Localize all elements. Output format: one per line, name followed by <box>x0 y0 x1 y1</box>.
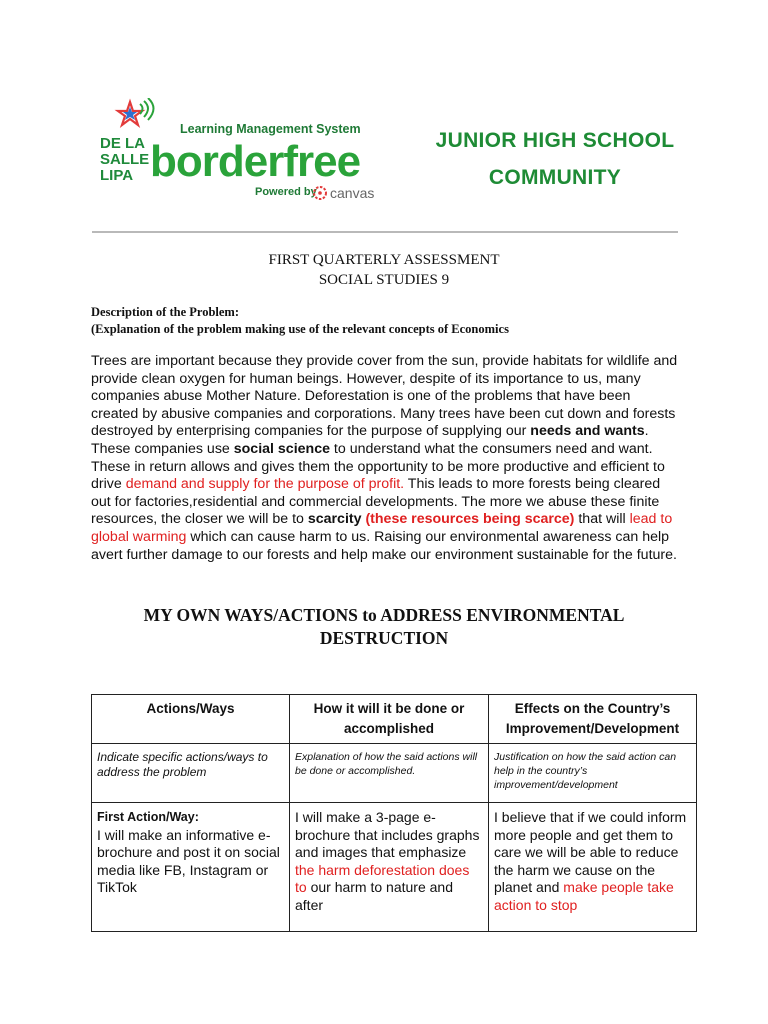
action-label: First Action/Way: <box>97 810 199 824</box>
instruction-effects: Justification on how the said action can help in the country’s improvement/development <box>489 744 697 803</box>
borderfree-logo <box>100 98 420 208</box>
header-actions: Actions/Ways <box>92 695 290 744</box>
description-heading: Description of the Problem: <box>91 305 240 319</box>
actions-table <box>91 694 697 932</box>
how-cell: I will make a 3-page e-brochure that includes graphs and images that emphasize the harm deforestation does to our harm to nature and after <box>290 803 489 932</box>
star-signal-icon <box>100 98 170 138</box>
assessment-title: FIRST QUARTERLY ASSESSMENT <box>268 252 500 268</box>
school-name: DE LA SALLE LIPA <box>100 135 150 184</box>
lms-label: Learning Management System <box>180 122 361 136</box>
powered-by-label: Powered by <box>255 186 317 198</box>
instruction-row <box>92 744 697 803</box>
action-cell <box>92 803 290 932</box>
header-effects: Effects on the Country’s Improvement/Development <box>489 695 697 744</box>
subject-title: SOCIAL STUDIES 9 <box>318 272 450 288</box>
community-title: JUNIOR HIGH SCHOOL COMMUNITY <box>435 129 675 189</box>
description-subheading: (Explanation of the problem making use of the relevant concepts of Economics <box>91 322 509 336</box>
canvas-icon <box>312 185 328 201</box>
header-how: How it will it be done or accomplished <box>290 695 489 744</box>
header <box>0 0 768 230</box>
canvas-label: canvas <box>330 185 375 201</box>
instruction-how: Explanation of how the said actions will be done or accomplished. <box>290 744 489 803</box>
section-title: MY OWN WAYS/ACTIONS to ADDRESS ENVIRONMENTAL DESTRUCTION <box>143 605 625 648</box>
header-divider <box>92 231 678 233</box>
table-row <box>92 803 697 932</box>
table-header-row <box>92 695 697 744</box>
action-text: I will make an informative e-brochure and post it on social media like FB, Instagram or TikTok <box>97 826 280 895</box>
effect-cell: I believe that if we could inform more people and get them to care we will be able to reduce the harm we cause on the planet and make people take action to stop <box>489 803 697 932</box>
brand-name: borderfree <box>150 137 361 186</box>
problem-paragraph: Trees are important because they provide cover from the sun, provide habitats for wildlife and provide clean oxygen for human beings. However, despite of its importance to us, many companies abuse Mother Nature. Deforestation is one of the problems that have been created by abusive companies and corporations. Many trees have been cut down and forests destroyed by enterprising companies for the purpose of supplying our needs and wants. These companies use social science to understand what the consumers need and want. These in return allows and gives them the opportunity to be more productive and efficient to drive demand and supply for the purpose of profit. This leads to more forests being cleared out for factories,residential and commercial developments. The more we abuse these finite resources, the closer we will be to scarcity (these resources being scarce) that will lead to global warming which can cause harm to us. Raising our environmental awareness can help avert further damage to our forests and help make our environment sustainable for the future. <box>91 353 678 563</box>
instruction-actions: Indicate specific actions/ways to address the problem <box>92 744 290 803</box>
